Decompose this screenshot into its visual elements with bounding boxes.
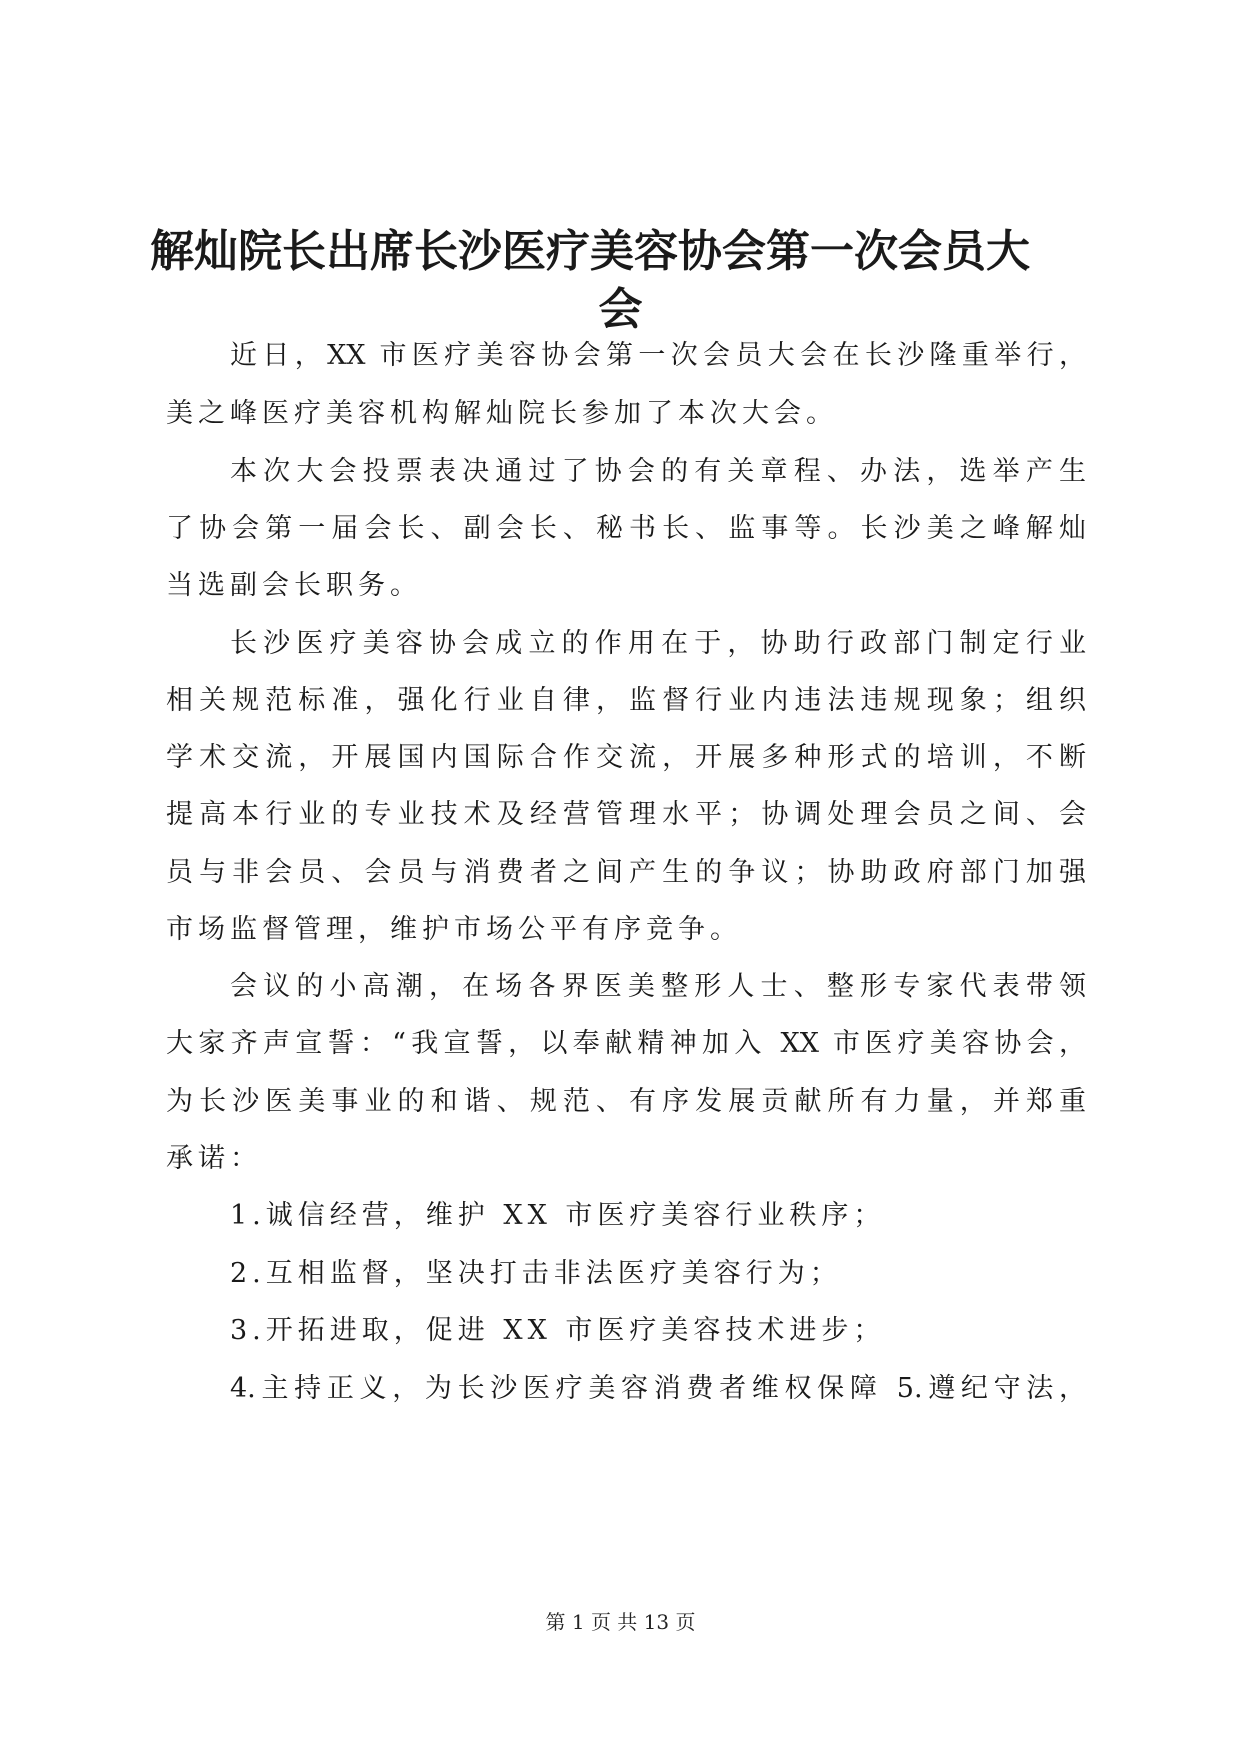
paragraph-line: 员与非会员、会员与消费者之间产生的争议；协助政府部门加强 bbox=[166, 857, 1086, 888]
paragraph-line: 学术交流，开展国内国际合作交流，开展多种形式的培训，不断 bbox=[166, 742, 1086, 773]
list-item: 4.主持正义，为长沙医疗美容消费者维权保障 5.遵纪守法， bbox=[230, 1373, 1086, 1404]
document-title-line-1: 解灿院长出席长沙医疗美容协会第一次会员大 bbox=[150, 226, 1030, 277]
paragraph-line: 承诺： bbox=[166, 1143, 262, 1174]
paragraph-line: 市场监督管理，维护市场公平有序竞争。 bbox=[166, 914, 742, 945]
page-number-footer: 第 1 页 共 13 页 bbox=[545, 1610, 696, 1634]
paragraph-line: 提高本行业的专业技术及经营管理水平；协调处理会员之间、会 bbox=[166, 799, 1086, 830]
list-item: 3.开拓进取，促进 XX 市医疗美容技术进步； bbox=[230, 1315, 886, 1346]
paragraph-line: 会议的小高潮，在场各界医美整形人士、整形专家代表带领 bbox=[230, 971, 1086, 1002]
paragraph-line: 当选副会长职务。 bbox=[166, 570, 422, 601]
paragraph-line: 大家齐声宣誓：“我宣誓，以奉献精神加入 XX 市医疗美容协会， bbox=[166, 1028, 1086, 1059]
paragraph-line: 了协会第一届会长、副会长、秘书长、监事等。长沙美之峰解灿 bbox=[166, 513, 1086, 544]
list-item: 2.互相监督，坚决打击非法医疗美容行为； bbox=[230, 1258, 842, 1289]
list-item: 1.诚信经营，维护 XX 市医疗美容行业秩序； bbox=[230, 1200, 886, 1231]
paragraph-line: 本次大会投票表决通过了协会的有关章程、办法，选举产生 bbox=[230, 456, 1086, 487]
paragraph-line: 近日，XX 市医疗美容协会第一次会员大会在长沙隆重举行， bbox=[230, 340, 1086, 371]
paragraph-line: 长沙医疗美容协会成立的作用在于，协助行政部门制定行业 bbox=[230, 628, 1086, 659]
paragraph-line: 美之峰医疗美容机构解灿院长参加了本次大会。 bbox=[166, 398, 838, 429]
document-title-line-2: 会 bbox=[598, 284, 643, 335]
paragraph-line: 为长沙医美事业的和谐、规范、有序发展贡献所有力量，并郑重 bbox=[166, 1086, 1086, 1117]
paragraph-line: 相关规范标准，强化行业自律，监督行业内违法违规现象；组织 bbox=[166, 685, 1086, 716]
